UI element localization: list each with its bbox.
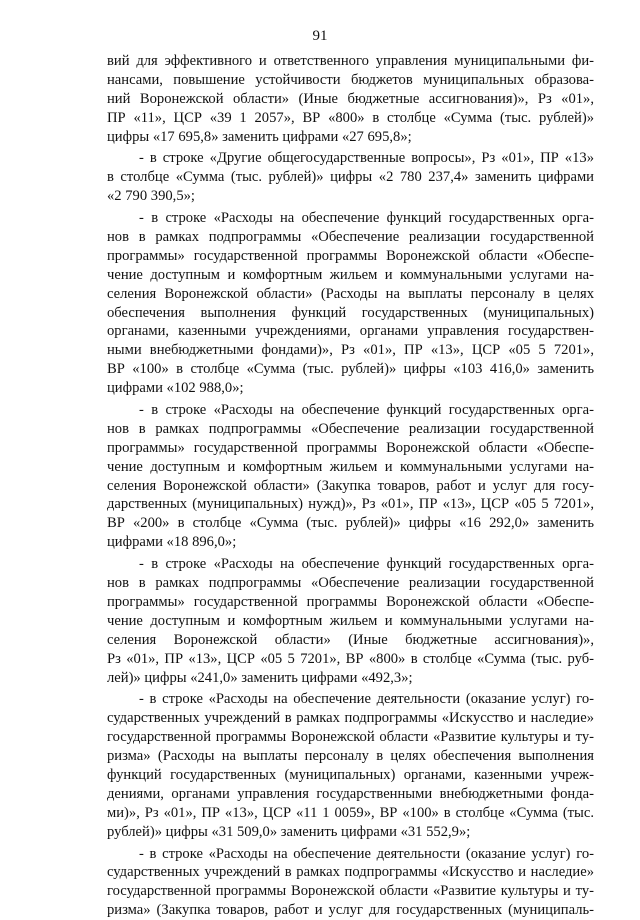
text-line: ми)», Рз «01», ПР «13», ЦСР «11 1 0059», ВР «100» в столбце «Сумма (тыс.	[107, 804, 594, 821]
text-line: - в строке «Расходы на обеспечение функций государственных орга-	[139, 210, 594, 227]
text-line: сударственных учреждений в рамках подпрограммы «Искусство и наследие»	[107, 710, 594, 727]
text-line: - в строке «Расходы на обеспечение функций государственных орга-	[139, 556, 594, 573]
text-line: программы» государственной программы Воронежской области «Обеспе-	[107, 247, 594, 264]
text-line: ний Воронежской области» (Иные бюджетные ассигнования)», Рз «01»,	[107, 90, 594, 107]
text-line: ВР «100» в столбце «Сумма (тыс. рублей)» цифры «103 416,0» заменить	[107, 361, 594, 378]
text-line: ВР «200» в столбце «Сумма (тыс. рублей)» цифры «16 292,0» заменить	[107, 515, 594, 532]
text-line: сударственных учреждений в рамках подпрограммы «Искусство и наследие»	[107, 864, 594, 881]
text-line: обеспечения выполнения функций государственных (муниципальных)	[107, 304, 594, 321]
text-line: чение доступным и комфортным жильем и коммунальными услугами на-	[107, 458, 594, 475]
text-line: ризма» (Закупка товаров, работ и услуг для государственных (муниципаль-	[107, 902, 594, 919]
text-line: органами, казенными учреждениями, органами управления государствен-	[107, 323, 594, 340]
text-line: цифры «17 695,8» заменить цифрами «27 695,8»;	[107, 128, 412, 145]
body-text	[107, 52, 594, 920]
text-line: рублей)» цифры «31 509,0» заменить цифрами «31 552,9»;	[107, 823, 471, 840]
text-line: государственной программы Воронежской области «Развитие культуры и ту-	[107, 883, 594, 900]
text-line: программы» государственной программы Воронежской области «Обеспе-	[107, 593, 594, 610]
text-line: - в строке «Расходы на обеспечение деятельности (оказание услуг) го-	[139, 691, 594, 708]
text-line: чение доступным и комфортным жильем и коммунальными услугами на-	[107, 612, 594, 629]
text-line: цифрами «18 896,0»;	[107, 534, 237, 551]
text-line: ризма» (Расходы на выплаты персоналу в целях обеспечения выполнения	[107, 748, 594, 765]
text-line: вий для эффективного и ответственного управления муниципальными фи-	[107, 53, 594, 69]
text-line: селения Воронежской области» (Расходы на выплаты персоналу в целях	[107, 285, 594, 302]
page-number: 91	[312, 28, 328, 44]
text-line: нов в рамках подпрограммы «Обеспечение реализации государственной	[107, 229, 594, 246]
text-line: - в строке «Другие общегосударственные вопросы», Рз «01», ПР «13»	[139, 150, 594, 167]
text-line: государственной программы Воронежской области «Развитие культуры и ту-	[107, 729, 594, 746]
text-line: «2 790 390,5»;	[107, 188, 195, 205]
text-line: функций государственных (муниципальных) органами, казенными учреж-	[107, 766, 594, 783]
text-line: дарственных (муниципальных) нужд)», Рз «01», ПР «13», ЦСР «05 5 7201»,	[107, 496, 594, 513]
text-line: нов в рамках подпрограммы «Обеспечение реализации государственной	[107, 575, 594, 592]
text-line: Рз «01», ПР «13», ЦСР «05 5 7201», ВР «800» в столбце «Сумма (тыс. руб-	[107, 650, 594, 667]
text-line: в столбце «Сумма (тыс. рублей)» цифры «2 780 237,4» заменить цифрами	[107, 169, 594, 186]
text-line: лей)» цифры «241,0» заменить цифрами «492,3»;	[107, 669, 413, 686]
text-line: ПР «11», ЦСР «39 1 2057», ВР «800» в столбце «Сумма (тыс. рублей)»	[107, 109, 594, 126]
text-line: - в строке «Расходы на обеспечение функций государственных орга-	[139, 402, 594, 419]
text-line: нов в рамках подпрограммы «Обеспечение реализации государственной	[107, 420, 594, 437]
text-line: чение доступным и комфортным жильем и коммунальными услугами на-	[107, 266, 594, 283]
text-line: - в строке «Расходы на обеспечение деятельности (оказание услуг) го-	[139, 845, 594, 862]
text-line: цифрами «102 988,0»;	[107, 380, 244, 397]
text-line: дениями, органами управления государственными внебюджетными фонда-	[107, 785, 594, 802]
text-line: селения Воронежской области» (Закупка товаров, работ и услуг для госу-	[107, 477, 594, 494]
text-line: селения Воронежской области» (Иные бюджетные ассигнования)»,	[107, 631, 594, 648]
text-line: ными внебюджетными фондами)», Рз «01», ПР «13», ЦСР «05 5 7201»,	[107, 342, 594, 359]
text-line: нансами, повышение устойчивости бюджетов муниципальных образова-	[107, 71, 594, 88]
text-line: программы» государственной программы Воронежской области «Обеспе-	[107, 439, 594, 456]
